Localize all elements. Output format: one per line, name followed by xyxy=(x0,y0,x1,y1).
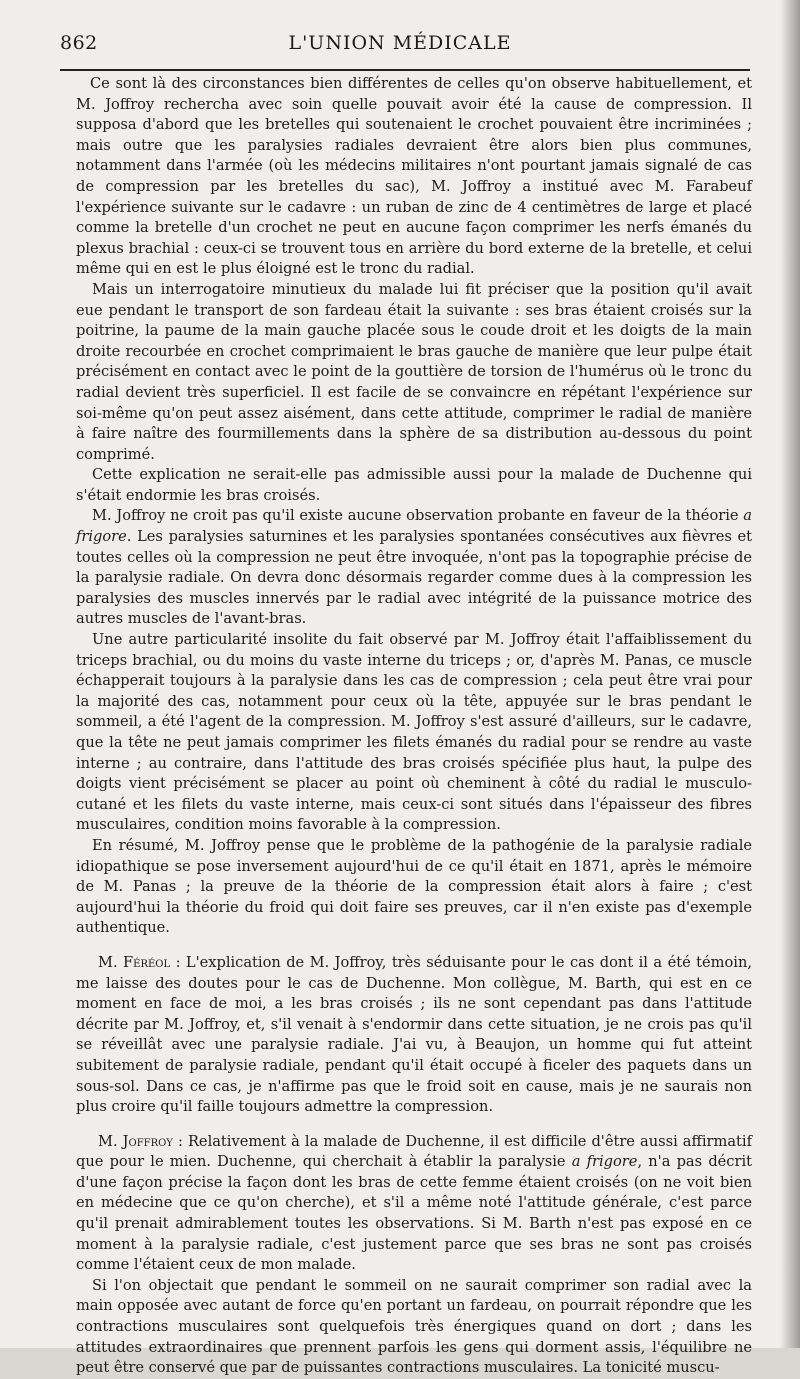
paragraph-6: En résumé, M. Joffroy pense que le problème de la pathogénie de la paralysie radiale idiopathique se pose inversement aujourd'hui de ce qu'il était en 1871, après le mémoire de M. Panas ; la preuve de la théorie de la compression était alors à faire ; c'est aujourd'hui la théorie du froid qui doit faire ses preuves, car il n'en existe pas d'exemple authentique. xyxy=(76,836,752,937)
page-edge-shadow xyxy=(780,0,800,1348)
page-number: 862 xyxy=(60,32,98,54)
paragraph-7-text: : L'explication de M. Joffroy, très séduisante pour le cas dont il a été témoin, me laisse des doutes pour le cas de Duchenne. Mon collègue, M. Barth, qui est en ce moment en face de moi, a les bras croisés ; ils ne sont cependant pas dans l'attitude décrite par M. Joffroy, et, s'il venait à s'endormir dans cette situation, je ne crois pas qu'il se réveillât avec une paralysie radiale. J'ai vu, à Beaujon, un homme qui fut atteint subitement de paralysie radiale, pendant qu'il était occupé à ficeler des paquets dans un sous-sol. Dans ce cas, je n'affirme pas que le froid soit en cause, mais je ne saurais non plus croire qu'il faille toujours admettre la compression. xyxy=(76,953,752,1116)
paragraph-8-italic: a frigore xyxy=(571,1153,638,1171)
paragraph-8 xyxy=(76,1132,752,1276)
paragraph-4-italic: a frigore xyxy=(76,507,752,546)
paragraph-4-text-a: M. Joffroy ne croit pas qu'il existe aucune observation probante en faveur de la théorie xyxy=(92,507,744,525)
paragraph-7 xyxy=(76,953,752,1118)
body-text xyxy=(76,74,752,1379)
paragraph-5: Une autre particularité insolite du fait observé par M. Joffroy était l'affaiblissement du triceps brachial, ou du moins du vaste interne du triceps ; or, d'après M. Panas, ce muscle échapperait toujours à la paralysie dans les cas de compression ; cela peut être vrai pour la majorité des cas, notamment pour ceux où la tête, appuyée sur le bras pendant le sommeil, a été l'agent de la compression. M. Joffroy s'est assuré d'ailleurs, sur le cadavre, que la tête ne peut jamais comprimer les filets émanés du radial pour se rendre au vaste interne ; au contraire, dans l'attitude des bras croisés spécifiée plus haut, la pulpe des doigts vient précisément se placer au point où cheminent à côté du radial le musculo-cutané et les filets du vaste interne, mais ceux-ci sont situés dans l'épaisseur des fibres musculaires, condition moins favorable à la compression. xyxy=(76,631,752,834)
paragraph-8-text-a: : Relativement à la malade de Duchenne, il est difficile d'être aussi affirmatif que pour le mien. Duchenne, qui cherchait à établir la paralysie xyxy=(76,1132,752,1171)
paragraph-9: Si l'on objectait que pendant le sommeil on ne saurait comprimer son radial avec la main opposée avec autant de force qu'en portant un fardeau, on pourrait répondre que les contractions musculaires sont quelquefois très énergiques quand on dort ; dans les attitudes extraordinaires que prennent parfois les gens qui dorment assis, l'équilibre ne peut être conservé que par de puissantes contractions musculaires. La tonicité muscu- xyxy=(76,1276,752,1377)
header-rule xyxy=(60,69,750,71)
paragraph-2: Mais un interrogatoire minutieux du malade lui fit préciser que la position qu'il avait eue pendant le transport de son fardeau était la suivante : ses bras étaient croisés sur la poitrine, la paume de la main gauche placée sous le coude droit et les doigts de la main droite recourbée en crochet comprimaient le bras gauche de manière que leur pulpe était précisément en contact avec le point de la gouttière de torsion de l'humérus où le tronc du radial devient très superficiel. Il est facile de se convaincre en répétant l'expérience sur soi-même qu'on peut assez aisément, dans cette attitude, comprimer le radial de manière à faire naître des fourmillements dans la sphère de sa distribution au-dessous du point comprimé. xyxy=(76,280,752,463)
speaker-name: M. Féréol xyxy=(98,953,171,971)
speaker-name: M. Joffroy xyxy=(98,1132,173,1150)
paragraph-3: Cette explication ne serait-elle pas admissible aussi pour la malade de Duchenne qui s'était endormie les bras croisés. xyxy=(76,466,752,504)
paragraph-8-text-b: , n'a pas décrit d'une façon précise la façon dont les bras de cette femme étaient croisés (on ne voit bien en médecine que ce qu'on cherche), et s'il a même noté l'attitude générale, c'est parce qu'il prenait admirablement toutes les observations. Si M. Barth n'est pas exposé en ce moment à la paralysie radiale, c'est justement parce que ses bras ne sont pas croisés comme l'étaient ceux de mon malade. xyxy=(76,1153,752,1274)
running-title: L'UNION MÉDICALE xyxy=(288,32,512,54)
paragraph-4 xyxy=(76,506,752,630)
paragraph-4-text-b: . Les paralysies saturnines et les paralysies spontanées consécutives aux fièvres et toutes celles où la compression ne peut être invoquée, n'ont pas la topographie précise de la paralysie radiale. On devra donc désormais regarder comme dues à la compression les paralysies des muscles innervés par le radial avec intégrité de la puissance motrice des autres muscles de l'avant-bras. xyxy=(76,528,752,628)
paragraph-1: Ce sont là des circonstances bien différentes de celles qu'on observe habituellement, et M. Joffroy rechercha avec soin quelle pouvait avoir été la cause de compression. Il supposa d'abord que les bretelles qui soutenaient le crochet pouvaient être incriminées ; mais outre que les paralysies radiales devraient être alors bien plus communes, notamment dans l'armée (où les médecins militaires n'ont pourtant jamais signalé de cas de compression par les bretelles du sac), M. Joffroy a institué avec M. Farabeuf l'expérience suivante sur le cadavre : un ruban de zinc de 4 centimètres de large et placé comme la bretelle d'un crochet ne peut en aucune façon comprimer les nerfs émanés du plexus brachial : ceux-ci se trouvent tous en arrière du bord externe de la bretelle, et celui même qui en est le plus éloigné est le tronc du radial. xyxy=(76,75,752,278)
page-header xyxy=(60,30,740,60)
